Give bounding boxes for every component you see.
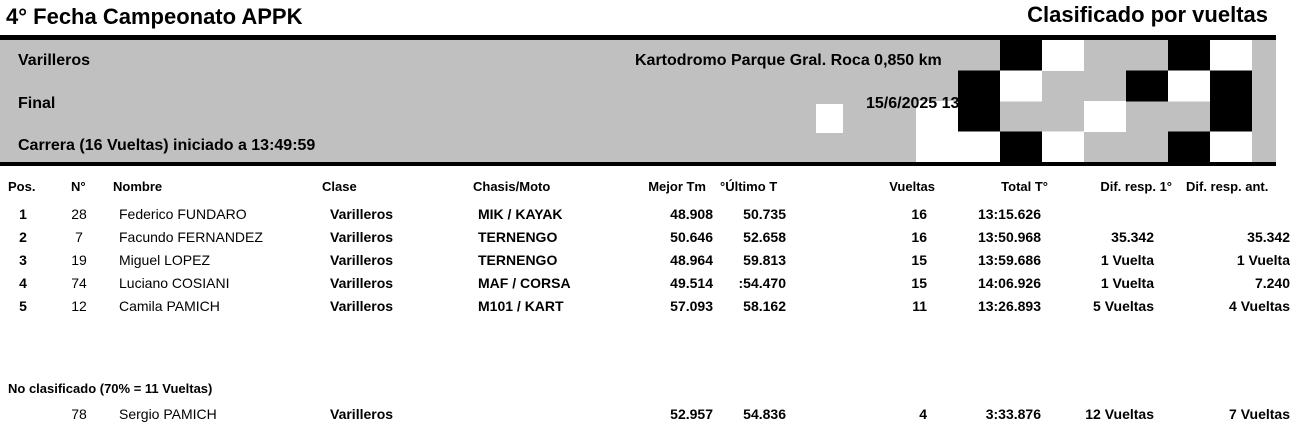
cell-diff-prev: 35.342 bbox=[1247, 229, 1290, 245]
flag-square bbox=[1210, 101, 1252, 132]
col-laps-header: Vueltas bbox=[889, 179, 935, 194]
cell-last: 54.836 bbox=[743, 406, 786, 422]
flag-square bbox=[1168, 40, 1210, 71]
cell-best: 48.908 bbox=[670, 206, 713, 222]
cell-last: 50.735 bbox=[743, 206, 786, 222]
cell-laps: 4 bbox=[919, 406, 927, 422]
date-time-label: 15/6/2025 13:50 bbox=[866, 95, 983, 112]
cell-laps: 15 bbox=[911, 252, 927, 268]
cell-total: 13:50.968 bbox=[977, 229, 1041, 245]
cell-name: Miguel LOPEZ bbox=[119, 252, 211, 268]
flag-square bbox=[1210, 71, 1252, 102]
table-top-divider bbox=[0, 162, 1276, 166]
col-best-header: Mejor Tm bbox=[648, 179, 706, 194]
category-label: Varilleros bbox=[18, 52, 91, 69]
cell-last: 59.813 bbox=[743, 252, 786, 268]
cell-class: Varilleros bbox=[330, 298, 394, 314]
cell-total: 13:15.626 bbox=[977, 206, 1041, 222]
not-classified-heading: No clasificado (70% = 11 Vueltas) bbox=[8, 381, 213, 396]
cell-laps: 15 bbox=[911, 275, 927, 291]
cell-last: 52.658 bbox=[743, 229, 786, 245]
col-last-header: Último T° bbox=[720, 179, 778, 194]
cell-pos: 3 bbox=[19, 252, 27, 268]
cell-num: 78 bbox=[71, 406, 87, 422]
page-subtitle: Clasificado por vueltas bbox=[1027, 2, 1268, 27]
cell-diff-first: 1 Vuelta bbox=[1100, 275, 1154, 291]
cell-laps: 16 bbox=[911, 229, 927, 245]
cell-diff-first: 35.342 bbox=[1111, 229, 1154, 245]
cell-name: Luciano COSIANI bbox=[119, 275, 230, 291]
page-title: 4° Fecha Campeonato APPK bbox=[6, 4, 303, 29]
cell-diff-first: 12 Vueltas bbox=[1085, 406, 1154, 422]
cell-class: Varilleros bbox=[330, 229, 394, 245]
cell-class: Varilleros bbox=[330, 406, 394, 422]
cell-pos: 5 bbox=[19, 298, 27, 314]
cell-diff-first: 5 Vueltas bbox=[1093, 298, 1154, 314]
cell-chassis: M101 / KART bbox=[478, 298, 564, 314]
track-label: Kartodromo Parque Gral. Roca 0,850 km bbox=[635, 52, 942, 69]
flag-square bbox=[1210, 40, 1252, 71]
cell-laps: 16 bbox=[911, 206, 927, 222]
cell-laps: 11 bbox=[912, 298, 927, 314]
col-pos-header: Pos. bbox=[8, 179, 36, 194]
cell-best: 48.964 bbox=[670, 252, 713, 268]
cell-num: 28 bbox=[71, 206, 87, 222]
col-class-header: Clase bbox=[322, 179, 357, 194]
table-row bbox=[0, 295, 1290, 317]
cell-best: 49.514 bbox=[670, 275, 713, 291]
flag-square bbox=[958, 132, 1000, 163]
cell-class: Varilleros bbox=[330, 206, 394, 222]
table-row bbox=[0, 272, 1290, 294]
cell-best: 52.957 bbox=[670, 406, 713, 422]
col-number-header: N° bbox=[71, 179, 86, 194]
table-row bbox=[0, 203, 1276, 225]
cell-num: 74 bbox=[71, 275, 87, 291]
cell-chassis: MIK / KAYAK bbox=[478, 206, 563, 222]
flag-square bbox=[1042, 132, 1084, 163]
cell-pos: 1 bbox=[19, 206, 27, 222]
cell-best: 57.093 bbox=[670, 298, 713, 314]
col-name-header: Nombre bbox=[113, 179, 163, 194]
cell-pos: 4 bbox=[19, 275, 27, 291]
table-row bbox=[0, 226, 1290, 248]
cell-best: 50.646 bbox=[670, 229, 713, 245]
race-info-label: Carrera (16 Vueltas) iniciado a 13:49:59 bbox=[18, 137, 316, 154]
flag-square bbox=[916, 132, 958, 163]
cell-name: Sergio PAMICH bbox=[119, 406, 217, 422]
cell-diff-first: 1 Vuelta bbox=[1100, 252, 1154, 268]
cell-class: Varilleros bbox=[330, 275, 394, 291]
flag-square bbox=[1084, 101, 1126, 132]
cell-chassis: TERNENGO bbox=[478, 252, 558, 268]
cell-diff-prev: 4 Vueltas bbox=[1229, 298, 1290, 314]
flag-square bbox=[1210, 132, 1252, 163]
col-chassis-header: Chasis/Moto bbox=[473, 179, 551, 194]
flag-square bbox=[816, 104, 843, 133]
cell-total: 13:59.686 bbox=[977, 252, 1041, 268]
cell-name: Camila PAMICH bbox=[119, 298, 220, 314]
cell-chassis: MAF / CORSA bbox=[478, 275, 571, 291]
cell-total: 14:06.926 bbox=[977, 275, 1041, 291]
cell-total: 3:33.876 bbox=[985, 406, 1041, 422]
flag-square bbox=[1000, 40, 1042, 71]
cell-num: 19 bbox=[71, 252, 87, 268]
cell-pos: 2 bbox=[19, 229, 27, 245]
table-row bbox=[0, 403, 1290, 425]
cell-diff-prev: 1 Vuelta bbox=[1236, 252, 1290, 268]
cell-name: Federico FUNDARO bbox=[119, 206, 247, 222]
event-info-panel bbox=[0, 40, 1276, 162]
cell-name: Facundo FERNANDEZ bbox=[119, 229, 263, 245]
cell-diff-prev: 7 Vueltas bbox=[1229, 406, 1290, 422]
col-diff-first-header: Dif. resp. 1° bbox=[1100, 179, 1172, 194]
flag-square bbox=[1126, 71, 1168, 102]
cell-num: 7 bbox=[75, 229, 83, 245]
cell-class: Varilleros bbox=[330, 252, 394, 268]
cell-total: 13:26.893 bbox=[977, 298, 1041, 314]
flag-square bbox=[1168, 132, 1210, 163]
cell-last: :54.470 bbox=[738, 275, 786, 291]
cell-diff-prev: 7.240 bbox=[1254, 275, 1290, 291]
col-total-header: Total T° bbox=[1001, 179, 1048, 194]
flag-square bbox=[1042, 40, 1084, 71]
table-row bbox=[0, 249, 1290, 271]
session-label: Final bbox=[18, 95, 56, 112]
cell-last: 58.162 bbox=[743, 298, 786, 314]
flag-square bbox=[1000, 132, 1042, 163]
flag-square bbox=[1000, 71, 1042, 102]
col-diff-prev-header: Dif. resp. ant. bbox=[1186, 179, 1269, 194]
cell-chassis: TERNENGO bbox=[478, 229, 558, 245]
cell-num: 12 bbox=[71, 298, 87, 314]
flag-square bbox=[1168, 71, 1210, 102]
